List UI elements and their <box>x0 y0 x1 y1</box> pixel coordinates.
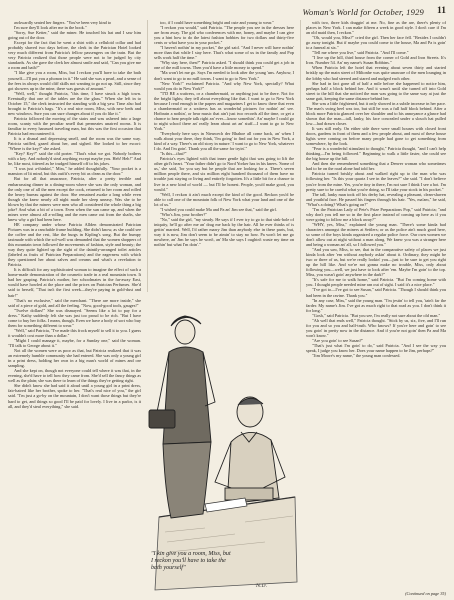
paragraph: It is difficult for any sophisticated woman to imagine the effect of such a home-made demonstration of the cosmetic trade in a real mountain town. It had her gasping. Patricia's mother, her schoolmates in the far-away East, would have howled at the place and the prices on Patrician Perfumes. She'd said to herself, "That isn't the first week—they're paying in gold-dust and hair!" <box>8 267 141 298</box>
text-column-left <box>8 20 141 592</box>
paragraph: "I haven't nothin' in my pocket," the girl said. "And I never will have nothin' more than that while I stay here. That's what some of us in the family and Pop sells work half the time." <box>154 45 294 61</box>
paragraph: "Well," said Patricia, "I've made this frock myself to sell it to you. I guess it wouldn't cost more than a dollar." <box>8 327 141 338</box>
paragraph: "Might I could manage it, maybe, for a Sunday one," said the woman. "I'll talk to George about it." <box>8 337 141 348</box>
paragraph: "Are you goin' to see Susan?" <box>312 337 364 343</box>
paragraph: She was a little frightened, but it only showed in a subtle increase in her pace. The man's swing heel was too, but still he was a full half block behind. After a block more Patricia glanced over her shoulder and to his annoyance a glance had shown that the man—tall, lanky, his face concealed under a slouch hat pulled low—had drawn closer. <box>306 100 446 126</box>
paragraph: "Well, I reckon it ain't much except the kind of the good. Reckon you'd be able to call one of the mountain folk of New York what your land and one of the lot of us." <box>154 191 294 207</box>
paragraph: "Why stay here, then?" Patricia asked. "I should think you could get a job in one of the mill towns. Then you'd have a little money to spend." <box>154 60 294 71</box>
paragraph: She had in fact gone all of half a mile before she happened to notice him, perhaps half a block behind her. And it wasn't until she turned off into Gold street to the hill that she noticed the man was going to the same way at just the same gait, keeping the same distance behind her. <box>306 80 446 101</box>
paragraph: "Is this—that?" <box>160 151 187 157</box>
paragraph: "Tell me where you live," said Patricia. "And I'll come." <box>312 50 409 56</box>
paragraph: "Ma won't let me go. Says I'm needed to look after the young 'uns. Anyhow, I don't want to go to no mill towns. I want to go to New York." <box>154 70 294 81</box>
paragraph: "Jim Moore's my name," the young man confessed. <box>312 353 401 359</box>
paragraph: Patricia's eyes lighted with that inner gentle light that was going to lift the other girl's heart. "Your father didn't go to Nord Yorker has in his knees. 'Some of us,' she said, 'for you say but he people that are looking for a. There's seven million people there, and six million eight hundred thousand of them have no trouble just staying or living and entirely forgotten. It's a little bit for a chance to live in a new kind of world — but I'll be honest. People, you'd make good, you would." <box>154 156 294 192</box>
paragraph: It is a dismal and depressing smell, and the room was the same way. Patricia sniffed, gazed about her, and sighed. She looked to her escort: "Where is the key?" she asked. <box>8 136 141 152</box>
paragraph: "That's no exclusive," said the merchant. "There are more inside," she said of a piece of gold, and all the feeling. "Now, good-good tools, gauges!" <box>8 297 141 308</box>
paragraph: with two, three kids draggin' at me. No, fine as the are, there's plenty of places in New York. I can make fifteen a week in good style. I don't care if I'm an old maid then, I reckon." <box>306 20 446 36</box>
paragraph: Not all the women were as poor as that, but Patricia realized that it was an extremely humble community she had entered. She was only a young girl in a print dress, holding her own in a big man's world of mines and ore sampling. <box>8 348 141 369</box>
continued-note: (Continued on page 35) <box>405 591 446 596</box>
paragraph: "I reckon you would," said Patricia. "The people you see in the dresses here are from away. The girl who conferences with me, honey, and maybe I can give you a hint how to do the latest fashion hobbies for two dollars and thirty-five cents or what have you in your pocket." <box>154 25 294 46</box>
paragraph: Patricia turned briskly about and walked right up to the man who was following her. "Is this your quartz I see in the leaves?" she said. "I don't believe you're from the mine. Yes, you're tiny in there, I'm not sure I think I see a hot. I'm pretty sure to be careful what you're doing, so I'll take your stock in his pocket." <box>306 171 446 192</box>
paragraph: "I was just a-thinkin'," Miss," he added thoughtfully. "Your pocket is a mansion of lit mind, but this outfit's every bit as clean as the door." <box>8 166 141 177</box>
paragraph: "I'm the Patrician Lady of Pete's Prize Preparations Pop," said Patricia; "and why don't you tell me so in the first place instead of coming up here as if you were going to follow me a block away?" <box>306 206 446 222</box>
paragraph: "WHY, yes, Miss," explained the young man. "There's some kinda bad characters amongst the miners at Settlers; or as the police ain't much good here, so some of the boys kinda organized a regular police force. Our own women we don't allow out at night without a man along. We knew you was a stranger here and being a woman an' all, so I followed you." <box>306 221 446 248</box>
paragraph: HE company under whose Patricia Allden demonstrated Patrician Pictures was in a ranchable frame building. She didn't know, as she could see the coffee and the rest, like the burgs in Kipling's song. But the bumpy taximade with which the sol-well was demanded that the women shoppers of this mountain town followed the movements of fashion, style and beauty; the way they quite lighted up the sight of the daintily-arranged toilet articles (labeled as fruits of Patrician Preparations) and the eagerness with which they questioned her about salves and creams and what's a revelation to Patricia. <box>8 221 141 268</box>
paragraph: "No," said the girl, "my steady. He says if I ever try to go to that sink-hole of iniquity, he'll go after me an' drag me back by the hair. All he ever thinks of is gettin' married. Well, I'd rather marry Jim than anybody else in these parts, but, way it is now, Jim don't seem to be aimin' to stay no how. Pa won't let me go nowhere, an' Jim he says he won't, an' Ma she says I oughtn't waste my time on nothin' but what I'm doin'." <box>154 216 294 248</box>
paragraph: too, if I could have something bright and cute and young to wear." <box>160 20 274 25</box>
artist-signature: N.D. <box>256 583 268 589</box>
paragraph: "Sorry, Sue Ketter," said the miner. He touched his hat and I saw him going out of the door. <box>8 30 141 41</box>
paragraph: "I've got to—I've got to see Susan," said Patricia. "Though I should think you had been in the ravine. Thank you." <box>306 287 446 298</box>
paragraph: "Oh, would you, Miss?" cried the girl. Then her face fell. "Besides I couldn't go away tonight. But if maybe you could come to the house, Ma and Pa is goin' to a funeral at six." <box>306 35 446 51</box>
paragraph: "Who's Jim, your brother?" <box>160 211 208 217</box>
paragraph: Patricia followed the moving of the stairs and was ushered into a large room, scanty with the peculiar smell that permeates unaired rooms. It is familiar to every harassed traveling man, but this was the first occasion that Patricia had encountered it. <box>8 115 141 137</box>
text-column-right <box>306 20 446 592</box>
paragraph: "Well, well," thought Patricia, "this time, I have struck a high town. Eventually that one of the tables are the the glass." When she left in to October 15," the clerk instructed the standing with a big yaw. Time also had brought to Patricia's bags. "It's a real nice room, Miss, with new beds and new windows. Sure you can sure changes about if you do like it." <box>8 90 141 116</box>
running-title: Woman's World for October, 1929 <box>302 7 424 17</box>
paragraph: And she kept on, though not everyone could tell where it was that, in the evening, she'd have to tell how they came from. She'd sell the fancy things as well as the plain; she was there to learn of the things they're getting right. <box>8 368 141 384</box>
paragraph: She didn't know she had said it aloud until a young girl in a print dress, fair-haired like her brother, spoke to her. "That's real nice of you," the girl said. "I'm just a go-by on the mountain, I don't want those things but they're hard to get, and things so good I'll be paid for lovely. I live in a parlor, is it all, and they'd steal everything," she said. <box>8 383 141 409</box>
page-number: 11 <box>437 6 446 16</box>
paragraph: And then she remembered something that a Denver woman who sometimes had to be on the road alone had told her. <box>306 161 446 172</box>
paragraph: I'm sure they'll look after me in the book." <box>14 25 87 31</box>
text-column-middle <box>154 20 294 288</box>
paragraph: The tall, lanky man took off his derby hat, revealing a pleasant, clean-shaven and youthful face. He passed his fingers through his hair. "Yes, ma'am," he said, "What's a doing? What's going on?" <box>306 191 446 207</box>
paragraph: When Patricia left the hotel that evening about seven thirty and started briskly up the main street of Miltonhe was quite unaware of the men lounging in the lobby who had steered and stared and nudged each other. <box>306 65 446 81</box>
paragraph: "Fear is a wonderful stimulant to thought," Patricia thought, "and I can't help thinking—I'm being followed." Beginning to walk a little faster, she could see the big house up the hill. <box>306 146 446 162</box>
paragraph: "T'D BE a waitress, or a chambermaid, or anything just to be there. Not for the bright lights; they tell about everything like that. I want to go to New York because I read enough in the papers and magazines I get to know there that even a chambermaid or a waitress has as wonderful pictures for nothin' an' see. Hotbrain a nothin', or hear music that ain't just two records all the time, or get a chance to hear people talk right an' ever—know somethin'. An' maybe I could go to night school there an' really learn about art an' stuff—I want to go to New York." <box>154 90 294 131</box>
illustration-caption: "I kin give you a room, Miss, but I reckon you'll have to take the bath yourself" <box>151 551 231 571</box>
paragraph: "Ah well that ends well," Patricia thought. "Stick by us, six, five, and I'll run for you and so you and half-truth. Who knows? If you're here and goin' to see you goin' in pretty now in the distance. And if you're not goin' then Pa and Ma won't know." <box>306 317 446 338</box>
paragraph: But for all that assurance, Patricia, after a pretty terrible and embarrassing dinner in a dining-room where she was the only woman, and the only one of all the men except the cook, returned to her room and rolled the heavy bureau against the door. She remained awake a long while even though she knew nearly all night made her sleep uneasy. Was she to be blown by that the miners were men who all considered the whole thing a big joke? And what a bit of a town. Even when the sun came up, and when the mines were almost all a-rolling and the men came out from the shafts, she knew why a girl had been here. <box>8 176 141 222</box>
paragraph: "It's safe for me to walk home," said Patricia. "But I'm coming home with you. I thought people needed mine ran out of sight. I said it's a nice place." <box>306 277 446 288</box>
paragraph: "In any case, Miss," said the young man. "I'm jestin' to tell you, 'tain't far the farder. My name's Jim. I've got as much right to that road as you. I don't think it for long." <box>306 297 446 313</box>
paragraph: "Everybody here says in Nieuwech der Bhahoe all come back, an' when I walk about your there, they think, 'I'm going' to find out for you in New York, a kind of a way. There's an old story in nature.' I want to go to New York, whatever I do. And I'm goin'. Thank you all the same for tryin'." <box>154 131 294 152</box>
paragraph: "I wished you could make Ma and Pa an' Jim see that," said the girl. <box>160 206 277 212</box>
paragraph: "I like give you a room, Miss, but I reckon you'll have to take the bath yourself—I'll put you a phonon in it." He said she was a pearl, and a sense of the fees in always would cliff skills not wanting to go not up. Still, since they got showers up in the mine, there was guests of amount." <box>8 70 141 91</box>
paragraph: "New York!" exclaimed Patricia. "And why New York, specially? What would you do in New York?" <box>154 80 294 91</box>
paragraph: "I live up the hill, third house from the corner of Gold and Iron Streets. It's Iron. Number 54. An' my name's Susan Robbins." <box>306 55 446 66</box>
paragraph: awkwardly seated her fingers. "You've been very kind to <box>14 20 112 25</box>
paragraph: Except for the fact that he went a shirt with a celluloid collar and had probably shaved two days before, the clerk in the Patrician Hotel looked very much different from Patricia's fellow passengers on the train. But the very Patricia realized that those people were not to be judged by city standards. As she gave the clerk her almost smile and said, "Can you give me a room and bath?" <box>8 40 141 71</box>
paragraph: It was still early. On either side there were small houses with closed front doors, gardens in front of them and a few people about, and most of these house lights were coming on before many people had gone to get something from somewhere, by the look. <box>306 125 446 147</box>
paragraph: "Twelve dollars!" She was dismayed. "Seems like a lot to pay for a dress." Kathy suddenly felt she was just too proud to be rich. "But I have come to buy her folks. I mean, though. Even we have a body of sort who buy them for something different to wear." <box>8 307 141 328</box>
paragraph: "That's just what I'm goin' to do," said Patricia. "And I see the way you speak, I judge you know her. Does your name happen to be Jim, perhaps?" <box>306 343 446 354</box>
paragraph: "Key? Key?" said the old porter. "That's what we got. Nobody bothers with a key. And nobody'd steal anything except maybe you. Heh! Heh!" And he, like most, tittered as he trudged himself off to his jokes. <box>8 151 141 167</box>
paragraph: "And you saw, Miss, to see, that in the comparative safety of places we just kinda look after 'em without anybody askin' about it. Ordinary, they might be two or three of us, but we're really lookin' you—just to be sure to get you right up the hill like. And we're not gonna make no trouble, Miss, only about following you—well, we just have to look after 'em. Maybe I'm goin' to the top. Miss, you wasn't goin' anywhere in the dark?" <box>306 247 446 278</box>
page-header <box>8 6 446 20</box>
paragraph: "Gosh," said Patricia. "But you see, I'm really not sure about the old man." <box>312 312 441 318</box>
